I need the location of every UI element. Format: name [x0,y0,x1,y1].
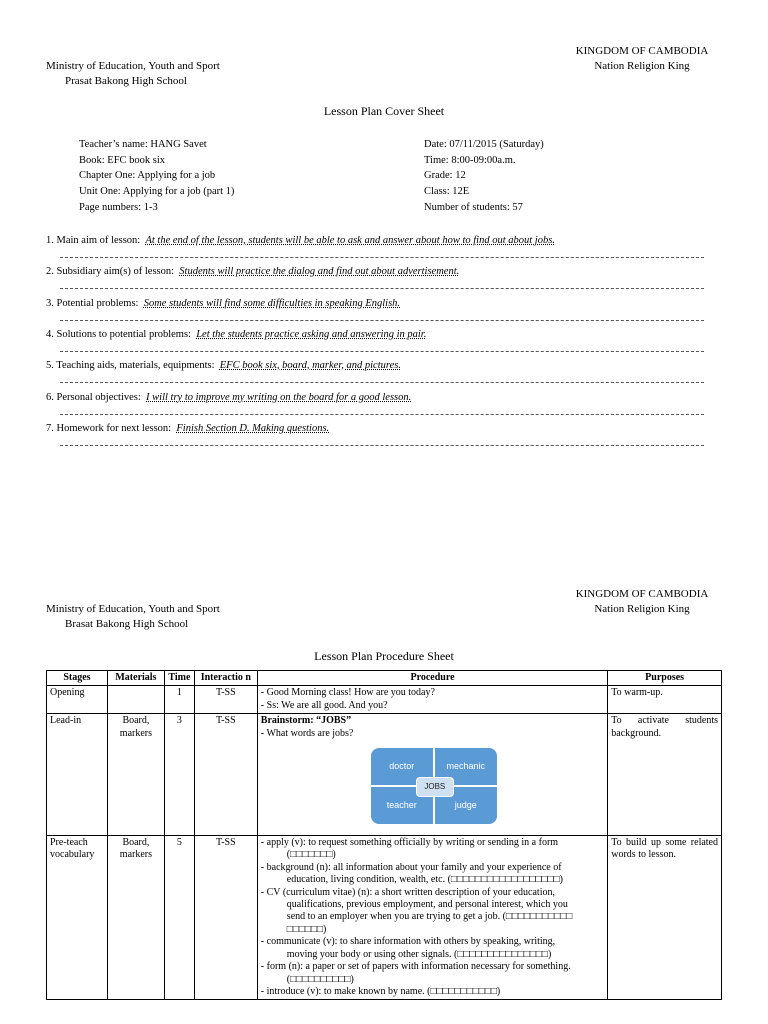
materials-cell: Board, markers [107,836,164,1000]
item-label: 1. Main aim of lesson: [46,235,141,246]
procedure-line: - Good Morning class! How are you today? [260,687,435,699]
potential-problems-item [46,297,704,310]
table-row [47,836,722,1000]
item-answer: EFC book six, board, marker, and pictures. [219,360,401,371]
item-answer: Some students will find some difficulties in speaking English. [143,298,401,309]
procedure-line: - Ss: We are all good. And you? [260,699,388,711]
item-label: 5. Teaching aids, materials, equipments: [46,360,215,371]
answer-line [60,445,704,446]
solutions-item [46,328,704,341]
homework-item [46,422,704,435]
kingdom-header [562,587,722,617]
diagram-quadrant: teacher [371,787,433,824]
col-interaction: Interactio n [194,671,257,686]
vocab-line: - introduce (v): to make known by name. (□□□□□□□□□□□) [260,985,501,997]
vocab-line: - CV (curriculum vitae) (n): a short written description of your education, [260,886,555,898]
class-info [424,137,544,216]
col-time: Time [164,671,194,686]
col-materials: Materials [107,671,164,686]
subsidiary-aim-item [46,265,704,278]
teacher-name: Teacher’s name: HANG Savet [79,139,207,150]
item-answer: Let the students practice asking and answering in pair. [196,329,427,340]
vocab-line: moving your body or using other signals. (□□□□□□□□□□□□□□□) [286,948,552,960]
interaction-cell: T-SS [194,686,257,714]
vocab-line: - form (n): a paper or set of papers with information necessary for something. [260,961,571,973]
procedure-table [46,670,722,1000]
item-label: 2. Subsidiary aim(s) of lesson: [46,266,175,277]
item-label: 4. Solutions to potential problems: [46,329,191,340]
col-stages: Stages [47,671,108,686]
teaching-aids-item [46,359,704,372]
item-label: 7. Homework for next lesson: [46,423,172,434]
vocab-line: (□□□□□□□) [286,849,336,861]
stage-cell: Lead-in [47,714,108,836]
item-answer: Students will practice the dialog and find out about advertisement. [179,266,460,277]
table-row [47,714,722,836]
procedure-cell [257,836,607,1000]
cover-title: Lesson Plan Cover Sheet [323,104,445,118]
procedure-title: Lesson Plan Procedure Sheet [314,649,454,663]
kingdom-title: KINGDOM OF CAMBODIA [575,45,709,57]
purpose-cell: To activate students background. [608,714,722,836]
personal-objectives-item [46,391,704,404]
ministry-name: Ministry of Education, Youth and Sport [46,603,220,615]
vocab-line: - communicate (v): to share information with others by speaking, writing, [260,936,556,948]
school-name: Prasat Bakong High School [65,75,187,87]
procedure-cell [257,686,607,714]
school-name: Brasat Bakong High School [65,618,189,630]
kingdom-title: KINGDOM OF CAMBODIA [575,588,709,600]
time-cell: 5 [164,836,194,1000]
chapter-name: Chapter One: Applying for a job [79,170,216,182]
col-purposes: Purposes [608,671,722,686]
ministry-name: Ministry of Education, Youth and Sport [46,60,220,72]
item-label: 6. Personal objectives: [46,392,141,403]
table-header-row [47,671,722,686]
kingdom-header [562,44,722,74]
procedure-cell [257,714,607,836]
brainstorm-heading: Brainstorm: “JOBS” [260,715,352,727]
kingdom-motto: Nation Religion King [594,60,690,72]
answer-line [60,320,704,321]
purpose-cell: To warm-up. [608,686,722,714]
time-cell: 1 [164,686,194,714]
diagram-quadrant: doctor [371,748,433,785]
procedure-line: - What words are jobs? [260,727,354,739]
grade: Grade: 12 [424,170,466,182]
vocab-line: (□□□□□□□□□□) [286,973,354,985]
vocab-line: □□□□□□) [286,923,327,935]
class-name: Class: 12E [424,186,470,198]
vocab-line: - background (n): all information about your family and your experience of [260,861,562,873]
item-label: 3. Potential problems: [46,298,139,309]
page-numbers: Page numbers: 1-3 [79,201,158,213]
stage-cell: Opening [47,686,108,714]
interaction-cell: T-SS [194,836,257,1000]
answer-line [60,288,704,289]
answer-line [60,414,704,415]
teacher-info [79,137,234,216]
materials-cell [107,686,164,714]
jobs-smartart-diagram [371,748,497,824]
ministry-header [46,59,220,89]
lesson-time: Time: 8:00-09:00a.m. [424,154,516,166]
answer-line [60,382,704,383]
purpose-cell: To build up some related words to lesson. [608,836,722,1000]
vocab-line: - apply (v): to request something officially by writing or sending in a form [260,837,559,849]
answer-line [60,257,704,258]
ministry-header [46,602,220,632]
col-procedure: Procedure [257,671,607,686]
interaction-cell: T-SS [194,714,257,836]
unit-name: Unit One: Applying for a job (part 1) [79,186,235,198]
main-aim-item [46,234,704,247]
stage-cell: Pre-teach vocabulary [47,836,108,1000]
kingdom-motto: Nation Religion King [594,603,690,615]
diagram-quadrant: mechanic [435,748,497,785]
student-count: Number of students: 57 [424,201,523,213]
vocab-line: education, living condition, wealth, etc. (□□□□□□□□□□□□□□□□□□) [286,874,563,886]
item-answer: At the end of the lesson, students will be able to ask and answer about how to find out about jobs. [145,235,555,246]
diagram-quadrant: judge [435,787,497,824]
book-name: Book: EFC book six [79,154,166,166]
materials-cell: Board, markers [107,714,164,836]
item-answer: I will try to improve my writing on the board for a good lesson. [146,392,412,403]
table-row [47,686,722,714]
time-cell: 3 [164,714,194,836]
answer-line [60,351,704,352]
vocab-line: send to an employer when you are trying to get a job. (□□□□□□□□□□□ [286,911,573,923]
item-answer: Finish Section D. Making questions. [176,423,330,434]
lesson-date: Date: 07/11/2015 (Saturday) [424,139,544,150]
diagram-center: JOBS [416,777,454,797]
vocab-line: qualifications, previous employment, and personal interest, which you [286,899,568,911]
